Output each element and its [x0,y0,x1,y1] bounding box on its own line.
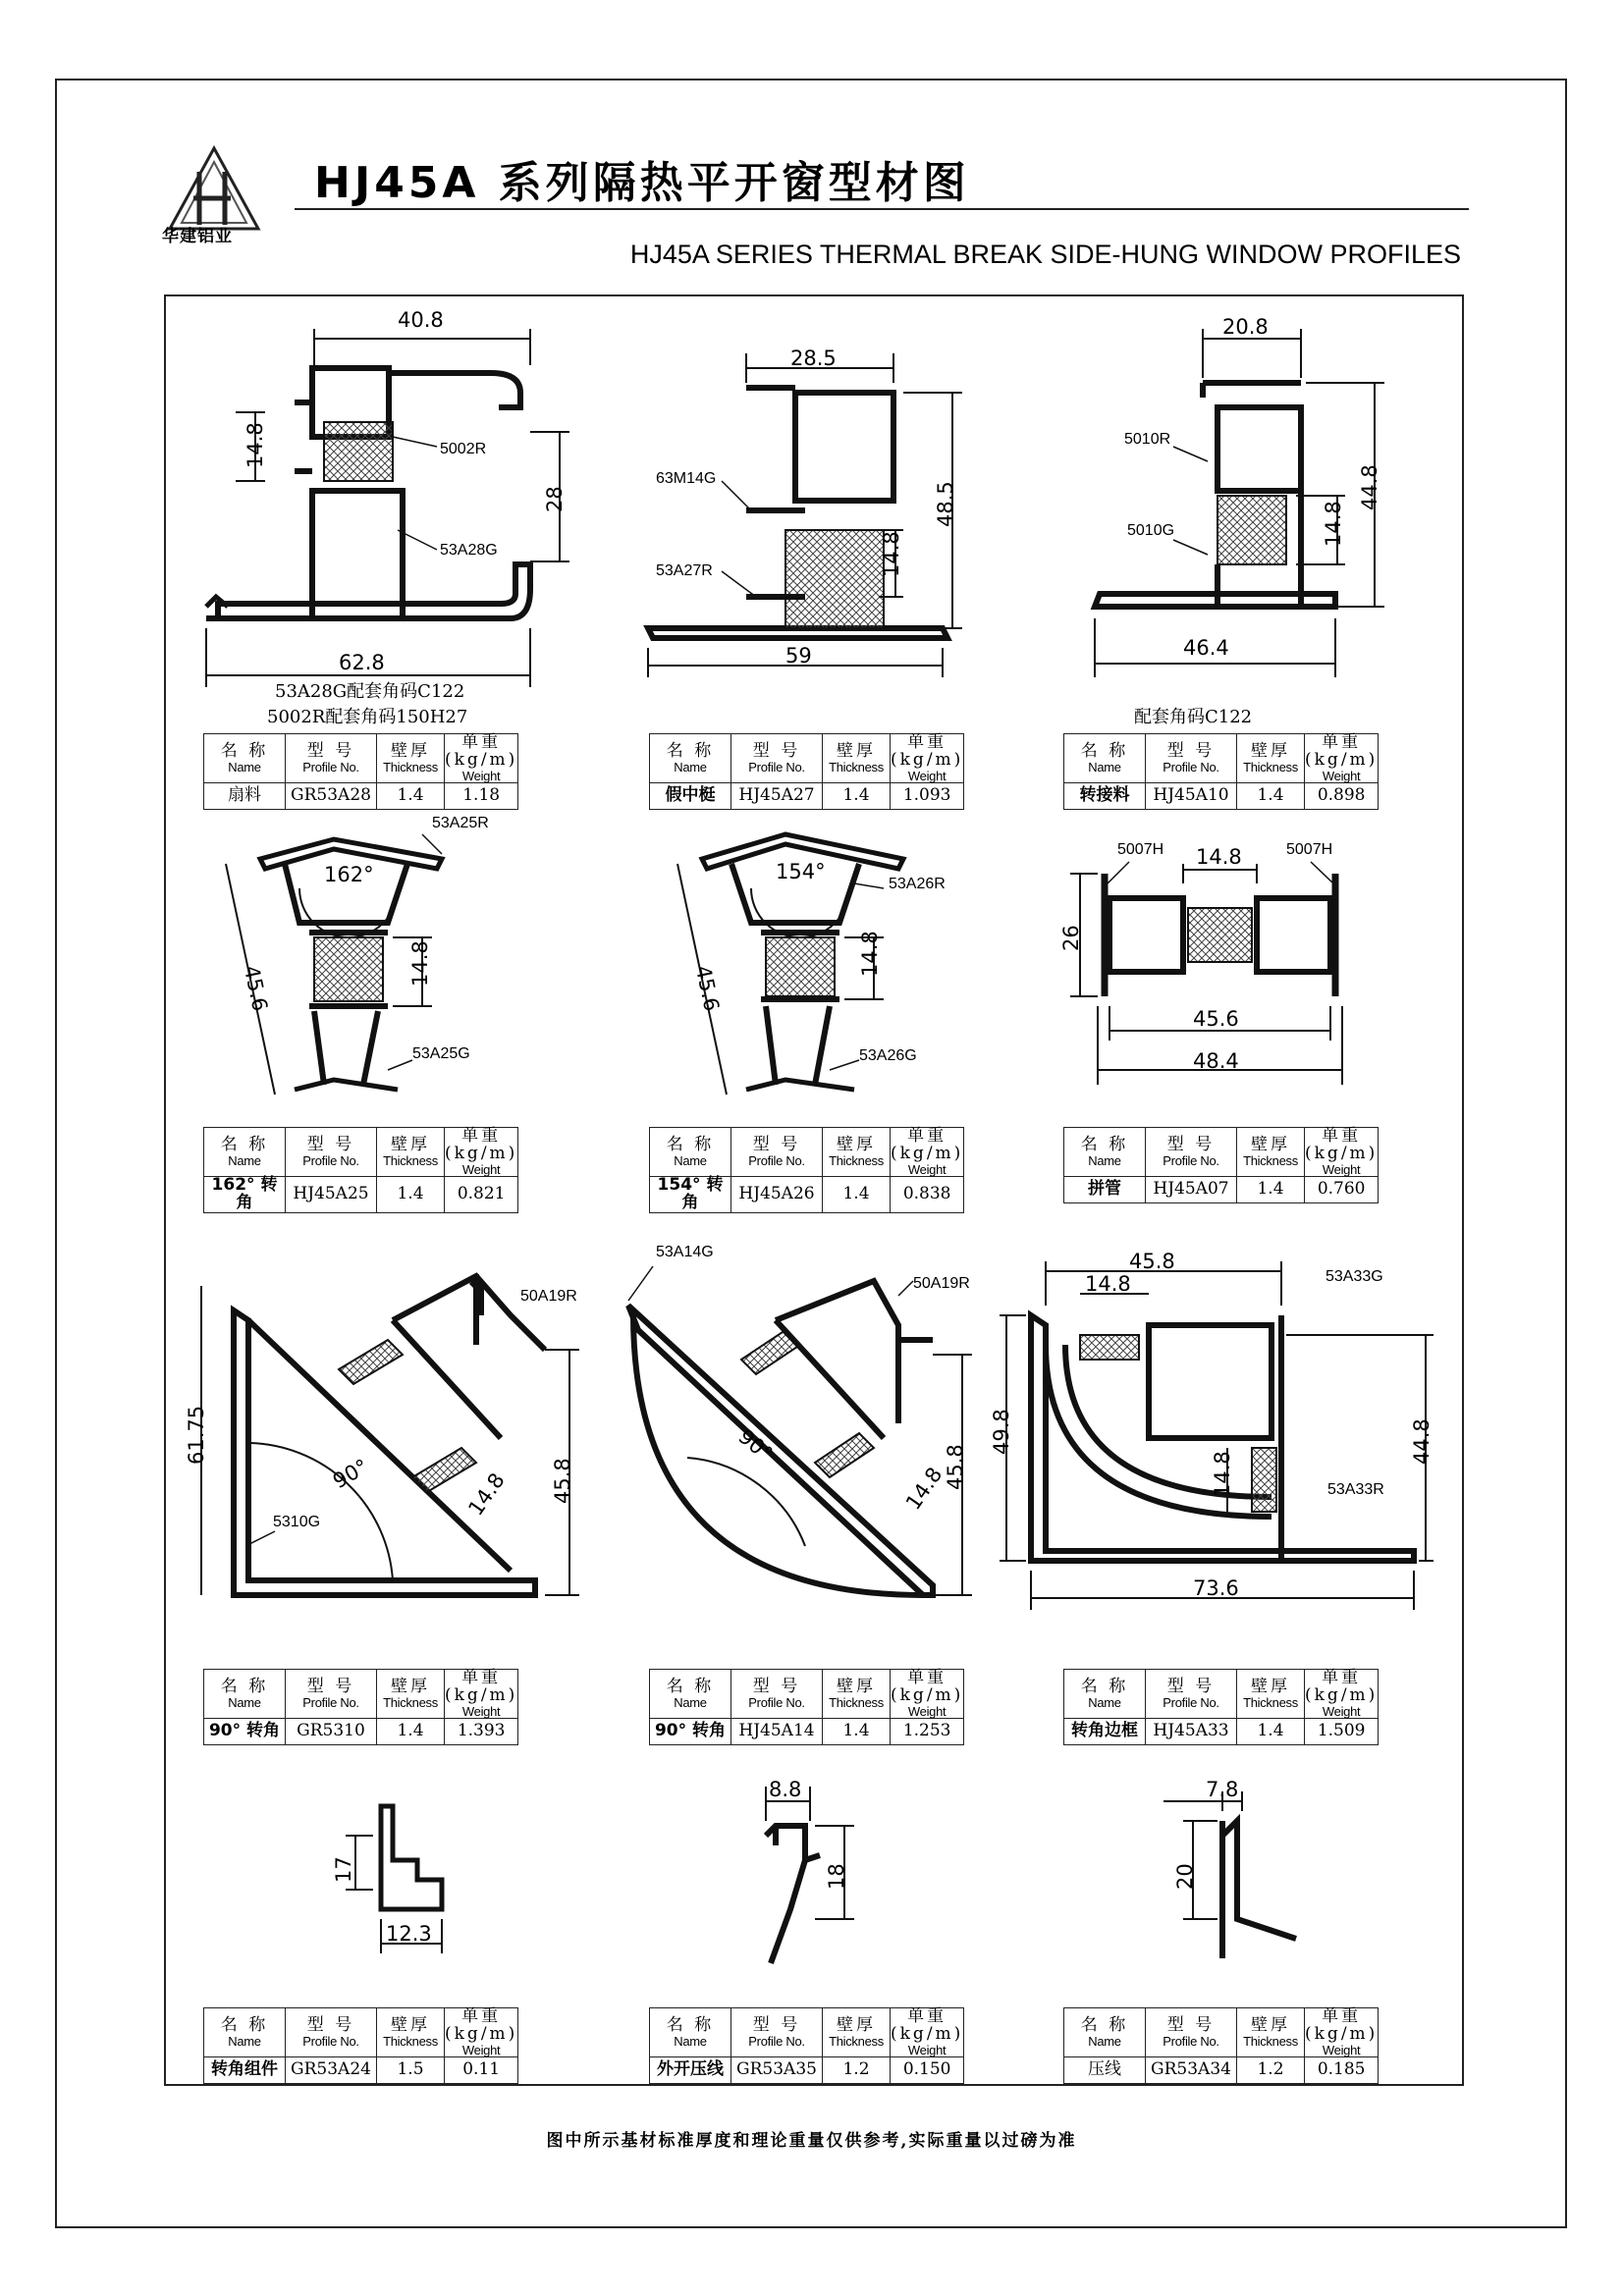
label-p7-b: 5310G [273,1514,321,1530]
profile-model: HJ45A26 [731,1177,823,1213]
profile-model: GR53A28 [286,783,377,810]
profile-name: 转接料 [1064,783,1146,810]
profile-name: 压线 [1064,2057,1146,2084]
profile-weight: 0.898 [1305,783,1379,810]
profile-name: 扇料 [204,783,286,810]
dim-p9-break-side: 14.8 [1211,1451,1234,1497]
profile-name: 转角边框 [1064,1719,1146,1745]
dim-p1-height: 28 [543,486,567,512]
spec-table-11: 名 称 Name 型 号 Profile No. 壁厚 Thickness 单重(kg/m) Weight 外开压线 GR53A35 1.2 0.150 [649,2007,964,2084]
profile-name: 假中梃 [650,783,731,810]
profile-drawing-1 [206,329,569,687]
dim-p6-break: 14.8 [1196,845,1242,869]
dim-p9-height-left: 49.8 [990,1409,1013,1455]
profile-name: 转角组件 [204,2057,286,2084]
spec-table-12: 名 称 Name 型 号 Profile No. 壁厚 Thickness 单重(kg/m) Weight 压线 GR53A34 1.2 0.185 [1063,2007,1379,2084]
page-title: HJ45A 系列隔热平开窗型材图 [314,158,970,208]
label-p4-a: 53A25R [432,815,489,831]
profile-thickness: 1.4 [1237,783,1305,810]
dim-p6-inner: 45.6 [1193,1007,1239,1031]
profile-thickness: 1.4 [377,1719,445,1745]
spec-table-6: 名 称 Name 型 号 Profile No. 壁厚 Thickness 单重(kg/m) Weight 拼管 HJ45A07 1.4 0.760 [1063,1127,1379,1203]
spec-table-10: 名 称 Name 型 号 Profile No. 壁厚 Thickness 单重(kg/m) Weight 转角组件 GR53A24 1.5 0.11 [203,2007,518,2084]
profile-drawing-7 [201,1276,579,1595]
profile-thickness: 1.4 [377,783,445,810]
label-p9-b: 53A33R [1327,1481,1384,1498]
profile-thickness: 1.4 [823,1177,891,1213]
footnote: 图中所示基材标准厚度和理论重量仅供参考,实际重量以过磅为准 [546,2131,1077,2151]
dim-p1-overall: 62.8 [339,651,385,674]
profile-weight: 1.093 [891,783,964,810]
dim-p3-width: 20.8 [1222,315,1269,339]
profile-weight: 1.509 [1305,1719,1379,1745]
profile-weight: 0.760 [1305,1177,1379,1203]
note-p1-b: 5002R配套角码150H27 [267,707,468,727]
dim-p7-height: 61.75 [185,1405,208,1465]
dim-p7-angle: 90° [329,1454,373,1494]
dim-p10-width: 12.3 [386,1922,432,1946]
note-p1-a: 53A28G配套角码C122 [275,681,465,702]
profile-model: GR53A35 [731,2057,823,2084]
dim-p8-angle: 90° [733,1424,778,1467]
profile-thickness: 1.4 [823,783,891,810]
profile-name: 90° 转角 [204,1719,286,1745]
label-p8-b: 50A19R [913,1275,970,1292]
profile-thickness: 1.2 [823,2057,891,2084]
spec-table-2: 名 称 Name 型 号 Profile No. 壁厚 Thickness 单重(kg/m) Weight 假中梃 HJ45A27 1.4 1.093 [649,733,964,810]
dim-p8-depth: 45.8 [944,1444,967,1490]
profile-model: GR53A34 [1146,2057,1237,2084]
label-p3-b: 5010G [1127,522,1175,539]
profile-model: HJ45A25 [286,1177,377,1213]
spec-table-3: 名 称 Name 型 号 Profile No. 壁厚 Thickness 单重(kg/m) Weight 转接料 HJ45A10 1.4 0.898 [1063,733,1379,810]
label-p1-b: 53A28G [440,542,498,559]
dim-p9-width: 45.8 [1129,1250,1175,1273]
note-p3-a: 配套角码C122 [1134,707,1253,727]
dim-p2-overall: 59 [785,644,812,667]
profile-model: HJ45A07 [1146,1177,1237,1203]
label-p5-b: 53A26G [859,1047,917,1064]
label-p9-a: 53A33G [1325,1268,1383,1285]
profile-name: 拼管 [1064,1177,1146,1203]
label-p1-a: 5002R [440,441,487,457]
profile-model: HJ45A27 [731,783,823,810]
profile-name: 90° 转角 [650,1719,731,1745]
profile-model: HJ45A14 [731,1719,823,1745]
dim-p9-break-top: 14.8 [1085,1272,1131,1296]
label-p2-a: 63M14G [656,470,717,487]
profile-weight: 1.18 [445,783,518,810]
dim-p3-break: 14.8 [1322,501,1345,547]
dim-p8-break: 14.8 [900,1463,947,1515]
dim-p3-overall: 46.4 [1183,636,1229,660]
profile-thickness: 1.4 [1237,1719,1305,1745]
spec-table-1: 名 称 Name 型 号 Profile No. 壁厚 Thickness 单重(kg/m) Weight 扇料 GR53A28 1.4 1.18 [203,733,518,810]
spec-table-9: 名 称 Name 型 号 Profile No. 壁厚 Thickness 单重(kg/m) Weight 转角边框 HJ45A33 1.4 1.509 [1063,1669,1379,1745]
profile-name: 外开压线 [650,2057,731,2084]
profile-drawing-8 [628,1266,972,1595]
spec-table-7: 名 称 Name 型 号 Profile No. 壁厚 Thickness 单重(kg/m) Weight 90° 转角 GR5310 1.4 1.393 [203,1669,518,1745]
dim-p7-break: 14.8 [463,1468,510,1521]
dim-p4-break: 14.8 [408,940,432,987]
spec-table-5: 名 称 Name 型 号 Profile No. 壁厚 Thickness 单重(kg/m) Weight 154° 转角 HJ45A26 1.4 0.838 [649,1127,964,1213]
spec-table-4: 名 称 Name 型 号 Profile No. 壁厚 Thickness 单重(kg/m) Weight 162° 转角 HJ45A25 1.4 0.821 [203,1127,518,1213]
dim-p11-height: 18 [825,1863,848,1890]
profile-thickness: 1.2 [1237,2057,1305,2084]
profile-model: HJ45A33 [1146,1719,1237,1745]
label-p5-a: 53A26R [889,876,946,892]
dim-p3-height: 44.8 [1358,464,1381,510]
dim-p4-angle: 162° [324,863,374,886]
dim-p1-width: 40.8 [398,308,444,332]
dim-p9-overall: 73.6 [1193,1576,1239,1600]
label-p8-a: 53A14G [656,1244,714,1260]
profile-weight: 0.838 [891,1177,964,1213]
dim-p11-width: 8.8 [769,1778,802,1801]
profile-weight: 0.185 [1305,2057,1379,2084]
profile-weight: 1.253 [891,1719,964,1745]
label-p7-a: 50A19R [520,1288,577,1305]
dim-p7-depth: 45.8 [551,1458,574,1504]
dim-p10-height: 17 [332,1856,355,1883]
profile-weight: 0.821 [445,1177,518,1213]
profile-weight: 0.11 [445,2057,518,2084]
profile-drawing-9 [1000,1261,1434,1610]
dim-p2-height: 48.5 [934,481,957,527]
dim-p1-break: 14.8 [243,422,267,468]
page-subtitle: HJ45A SERIES THERMAL BREAK SIDE-HUNG WINDOW PROFILES [629,240,1461,269]
dim-p5-angle: 154° [776,860,826,883]
profile-thickness: 1.4 [823,1719,891,1745]
dim-p4-diag: 45.6 [239,963,272,1014]
profile-model: HJ45A10 [1146,783,1237,810]
dim-p6-overall: 48.4 [1193,1049,1239,1073]
profile-name: 162° 转角 [204,1177,286,1213]
dim-p6-height: 26 [1059,925,1083,951]
dim-p2-width: 28.5 [790,347,837,370]
profile-thickness: 1.4 [377,1177,445,1213]
profile-thickness: 1.4 [1237,1177,1305,1203]
label-p6-b: 5007H [1286,841,1333,858]
dim-p12-height: 20 [1173,1863,1197,1890]
dim-p5-diag: 45.6 [690,963,724,1014]
logo-text: 华建铝业 [162,227,233,246]
label-p3-a: 5010R [1124,431,1171,448]
profile-weight: 1.393 [445,1719,518,1745]
dim-p9-height-right: 44.8 [1410,1418,1434,1465]
dim-p2-break: 14.8 [880,531,903,577]
label-p2-b: 53A27R [656,562,713,579]
profile-thickness: 1.5 [377,2057,445,2084]
label-p6-a: 5007H [1117,841,1164,858]
dim-p5-break: 14.8 [858,931,882,977]
profile-model: GR53A24 [286,2057,377,2084]
spec-table-8: 名 称 Name 型 号 Profile No. 壁厚 Thickness 单重(kg/m) Weight 90° 转角 HJ45A14 1.4 1.253 [649,1669,964,1745]
profile-name: 154° 转角 [650,1177,731,1213]
label-p4-b: 53A25G [412,1045,470,1062]
profile-weight: 0.150 [891,2057,964,2084]
profile-model: GR5310 [286,1719,377,1745]
dim-p12-width: 7.8 [1206,1778,1239,1801]
profile-drawing-2 [648,353,962,677]
